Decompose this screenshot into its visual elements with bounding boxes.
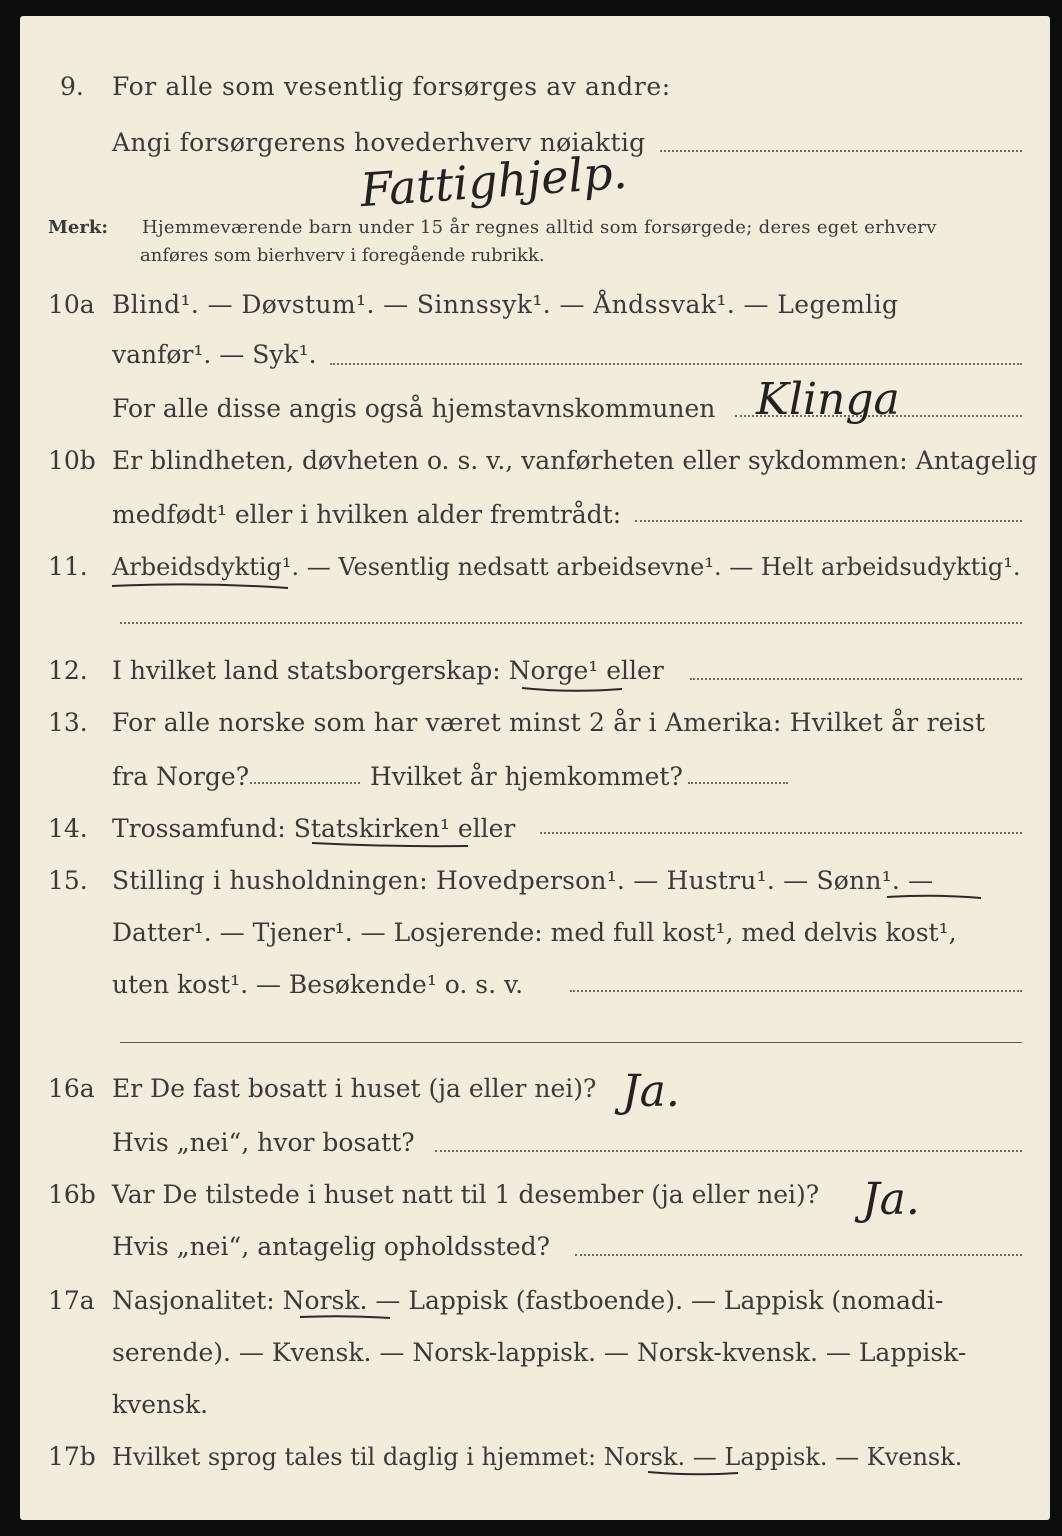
q12-handwritten-underline [520,684,626,696]
q13-field-reist [250,782,360,784]
q9-line1: For alle som vesentlig forsørges av andre: [112,72,671,101]
q10a-line2: vanfør¹. — Syk¹. [112,340,317,369]
q15-line1: Stilling i husholdningen: Hovedperson¹. — Hustru¹. — Sønn¹. — [112,866,934,895]
q16b-handwritten-answer: Ja. [862,1174,920,1225]
q13-line2a: fra Norge? [112,762,250,791]
q15-handwritten-underline [885,892,985,904]
q17b-handwritten-underline [646,1468,742,1480]
q14-text: Trossamfund: Statskirken¹ eller [112,814,516,843]
q9-line2: Angi forsørgerens hovederhverv nøiaktig [112,128,646,157]
q17a-handwritten-underline [298,1312,394,1324]
q16a-number: 16a [48,1074,95,1103]
q13-field-hjemkommet [688,782,788,784]
q11-handwritten-underline [110,580,292,592]
q14-number: 14. [48,814,88,843]
q13-line1: For alle norske som har været minst 2 år i Amerika: Hvilket år reist [112,708,986,737]
q16b-field [575,1254,1022,1256]
q16b-number: 16b [48,1180,96,1209]
q10b-line1: Er blindheten, døvheten o. s. v., vanførheten eller sykdommen: Antagelig [112,446,1038,475]
q11-number: 11. [48,552,88,581]
q16a-field [435,1150,1022,1152]
q15-field-2 [120,1042,1022,1043]
merk-label: Merk: [48,217,108,238]
q12-field [690,678,1022,680]
q10a-handwritten-answer: Klinga [756,374,900,425]
q17a-number: 17a [48,1286,95,1315]
q9-handwritten-answer: Fattighjelp. [358,144,629,218]
q15-line2: Datter¹. — Tjener¹. — Losjerende: med full kost¹, med delvis kost¹, [112,918,957,947]
q16a-line1: Er De fast bosatt i huset (ja eller nei)? [112,1074,597,1103]
q16b-line2: Hvis „nei“, antagelig opholdssted? [112,1232,551,1261]
q16a-line2: Hvis „nei“, hvor bosatt? [112,1128,415,1157]
q17a-line3: kvensk. [112,1390,209,1419]
q9-answer-field [660,150,1022,152]
q10a-line3: For alle disse angis også hjemstavnskommunen [112,394,716,423]
q15-number: 15. [48,866,88,895]
q12-text: I hvilket land statsborgerskap: Norge¹ eller [112,656,664,685]
q14-handwritten-underline [310,840,472,852]
q17b-number: 17b [48,1442,96,1471]
q9-number: 9. [60,72,84,101]
q17a-line2: serende). — Kvensk. — Norsk-lappisk. — Norsk-kvensk. — Lappisk- [112,1338,967,1367]
q10b-number: 10b [48,446,96,475]
q13-number: 13. [48,708,88,737]
merk-line1: Hjemmeværende barn under 15 år regnes alltid som forsørgede; deres eget erhverv [142,217,937,238]
q16b-line1: Var De tilstede i huset natt til 1 desember (ja eller nei)? [112,1180,820,1209]
q15-field [570,990,1022,992]
q10b-field [635,520,1022,522]
merk-line2: anføres som bierhverv i foregående rubrikk. [140,245,545,266]
q17b-text: Hvilket sprog tales til daglig i hjemmet: Norsk. — Lappisk. — Kvensk. [112,1443,963,1471]
q11-text: Arbeidsdyktig¹. — Vesentlig nedsatt arbeidsevne¹. — Helt arbeidsudyktig¹. [112,553,1021,581]
q10a-number: 10a [48,290,95,319]
q10a-field-1 [330,363,1022,365]
q15-line3: uten kost¹. — Besøkende¹ o. s. v. [112,970,524,999]
q17a-line1: Nasjonalitet: Norsk. — Lappisk (fastboende). — Lappisk (nomadi- [112,1286,944,1315]
q13-line2b: Hvilket år hjemkommet? [370,762,683,791]
q10b-line2: medfødt¹ eller i hvilken alder fremtrådt: [112,500,622,529]
q11-field [120,622,1022,624]
q12-number: 12. [48,656,88,685]
q14-field [540,832,1022,834]
q16a-handwritten-answer: Ja. [622,1066,680,1117]
q10a-line1: Blind¹. — Døvstum¹. — Sinnssyk¹. — Åndssvak¹. — Legemlig [112,290,899,319]
